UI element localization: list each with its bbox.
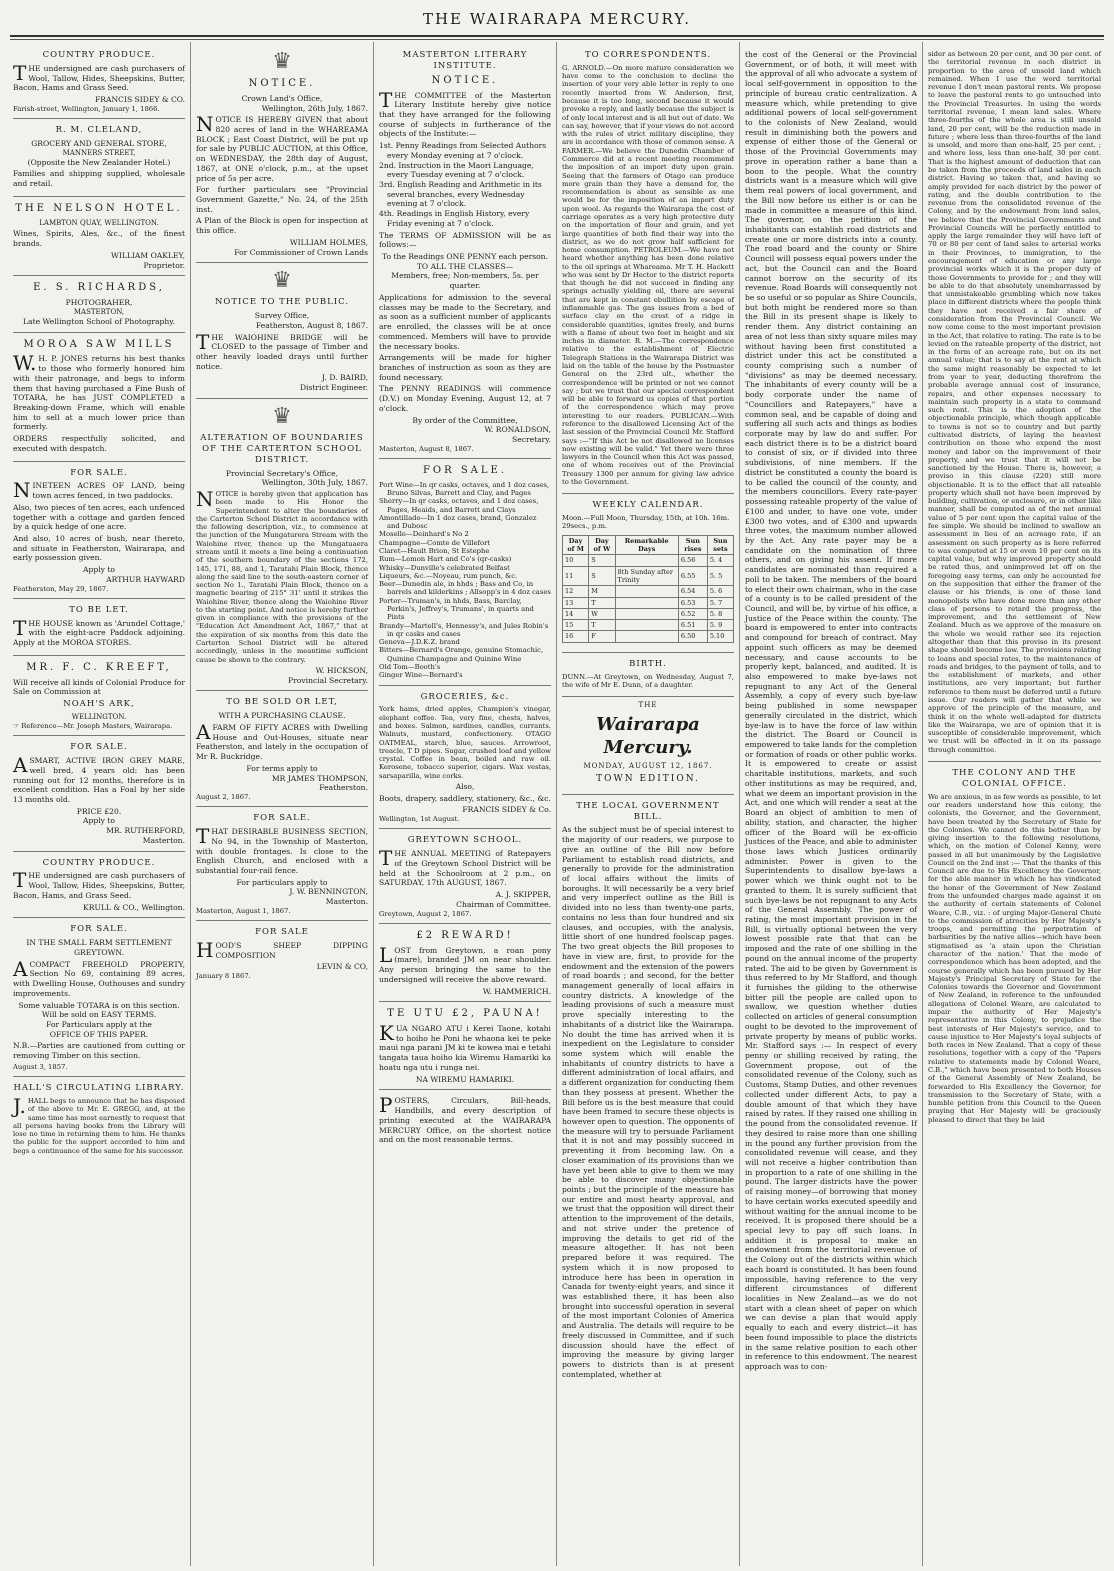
ad-nelson-hotel [13,197,185,277]
ad-signature: MR. RUTHERFORD, [106,826,185,836]
ad-terms: For terms apply to [246,763,318,773]
course-list [379,141,551,228]
list-item: Amontillado—In 1 doz cases, brand, Gonzalez and Dubosc [379,513,537,531]
notice-signature: J. D. BAIRD, [322,373,368,383]
ad-place: GREYTOWN. [73,947,124,957]
table-cell: F [589,631,615,642]
article-colony-colonial-office [928,762,1101,1131]
moon-phase: Moon.—Full Moon, Thursday, 15th, at 10h. 16m. 29secs., p.m. [562,514,730,531]
table-cell: 5.10 [707,631,733,642]
table-cell: 15 [563,620,589,631]
editorial-masthead [562,697,734,794]
ad-role: Proprietor. [143,260,185,270]
section-heading: WEEKLY CALENDAR. [592,500,704,511]
table-cell: 14 [563,608,589,619]
table-cell: 6.51 [678,620,707,631]
ad-street: MANNERS STREET, [62,148,136,157]
column-header: Day of W [589,535,615,555]
ad-heading: COUNTRY PRODUCE. [42,50,156,60]
ad-date: August 3, 1857. [13,1062,68,1071]
notice-body: THE WAIOHINE BRIDGE will be CLOSED to the passage of Timber and other heavily loaded drays until further notice. [196,329,368,371]
ad-reference-text: Reference—Mr. Joseph Masters, Wairarapa. [21,721,173,730]
ad-to-be-let [13,599,185,656]
ad-particulars: For particulars apply to [236,877,328,887]
table-cell: 10 [563,555,589,566]
notice-signature: A. J. SKIPPER, [495,890,551,900]
section-heading: TO CORRESPONDENTS. [584,50,712,60]
list-item: Claret—Hault Brion, St Estephe [379,547,490,556]
ad-groceries [379,686,551,830]
ad-reward-maori [379,1002,551,1090]
royal-crest-icon: ♛ [272,49,292,74]
article-local-government-bill-end [928,44,1101,762]
list-item: Porter—Truman's, in hhds, Bass, Barclay, Perkin's, Jeffrey's, Trumans', in quarts and Pints [379,596,534,622]
table-cell: 12 [563,586,589,597]
masthead-title: Wairarapa Mercury. [596,714,700,759]
notice-further: For further particulars see "Provincial Government Gazette," No. 24, of the 25th inst. [196,185,368,214]
table-cell: 6.52 [678,608,707,619]
table-cell [615,555,678,566]
table-cell: 5. 6 [707,586,733,597]
table-cell: 6.53 [678,597,707,608]
notice-fees: Members, free; Non-members, 5s. per quarter. [391,271,539,291]
ad-date: Wellington, 1st August. [379,815,460,824]
ad-heading: FOR SALE. [422,464,508,476]
hand-pointer-icon: ☞ [13,721,22,730]
list-item: Champagne—Comte de Villefort [379,538,491,547]
article-body: sider as between 20 per cent, and 30 per cent. of the territorial revenue in each district in proportion to the area of unsold land which remained. When I use the word territorial revenue I don't mean pastoral rents. We propose to leave the pastoral rents to go untouched into the Provincial Treasuries. In using the words territorial revenue, I mean land sales. Where three-fourths of the whole area is still unsold land, 20 per cent, will be the reduction made in future ; where less than three-fourths of the land is unsold, and more than one-half, 25 per cent. ; and where less, less than one-half, 30 per cent. That is the highest amount of deduction that can be taken from the proceeds of land sales in each district. Having so taken that, and having so amply provided for each district by the power of rating, and the double contribution to the revenue from the consolidated revenue of the Colony, and by the endowment from land sales, we believe that the Provincial Governments and Provincial Councils will be perfectly entitled to apply the large remainder they will have left of 70 or 80 per cent of land sales to arterial works in their Provinces, to immigration, to the encouragement of education or any large provincial works which it is the proper duty of those Governments to provide for ; and they will be able to do that absolutely unembarrassed by that unmistakeable grumbling which now takes place in different districts where the people think they have not received a fair share of consideration from the Provincial Council. We now come come to the most important provision in the Act, that relative to rating. The rate is to be levied on the rateable property of the district, not in the form of an acreage rate, but on its net annual value; that is to say at the rent at which the same might reasonably be expected to let from year to year, deducting therefrom the probable average annual cost of insurance, repairs, and other expenses necessary to maintain such property in a state to command such rent. This is the adoption of the objectionable principle, which though applicable to towns is not so to country and but partly cultivated districts, of laying the heaviest contribution on those who expend the most money and labor on the improvement of their property, and we trust that it will not be sanctioned by the House. There is, however, a proviso in this clause (220) still more objectionable. It is to the effect that all rateable property which shall not have been improved by building, cultivation, or enclosure, or in other like manner, shall be computed as of the net annual value of 5 per cent upon the capital value of the fee simple. We should be inclined to swallow an assessment in lieu of an acreage rate, if an assessment on such property as is here referred to was computed at 15 or even 10 per cent on its capital value, but why improved property should be rated thus, and unimproved let off on the foregoing easy terms, can only be accounted for on the supposition that either the framer of the clause or his friends, is one of those land monopolists who have done more than any other class of persons to retard the progress, the improvement, and the settlement of New Zealand. Much as we approve of the measure on the whole we would rather see its rejection altogether than that this proviso in its present shape should become law. The provisions relating to loans and special rates, to the maintenance of roads and bridges, to the payment of tolls, and to the establishment of markets, and other institutions, are very important; but further reference to them must be deferred until a future issue. Our readers will gather that while we approve of the principle of the measure, and think it on the whole well-adapted for districts like the Wairarapa, we are of opinion that it is susceptible of considerable improvement, which we trust will be effected in it on its passage through committee. [928,50,1101,754]
column-header: Remarkable Days [615,535,678,555]
section-heading: BIRTH. [629,658,667,669]
notice-role: Chairman of Committee. [456,899,551,909]
ad-ark: NOAH'S ARK, [63,699,135,710]
wine-list [379,481,551,680]
ad-cleland [13,119,185,197]
ad-location: WELLINGTON. [71,713,127,722]
notice-date: Greytown, August 2, 1867. [379,909,472,918]
notice-heading: NOTICE TO THE PUBLIC. [214,297,350,308]
article-local-government-bill-cont [745,44,917,1379]
notice-penny-readings: The PENNY READINGS will commence (D.V.) on Monday Evening, August 12, at 7 o'clock. [379,384,551,413]
ad-date: August 2, 1867. [196,792,251,801]
list-item: Liqueurs, &c.—Noyeau, rum punch, &c. [379,571,518,580]
table-row [563,608,734,619]
list-item: Geneva—J.D.K.Z. brand [379,638,460,647]
ad-body: KUA NGARO ATU i Kerei Taone, kotahi to hoiho he Poni he whaona kei te peke maui nga parani JM ki te kowea mai e tetahi tangata taua hoiho kia Wiremu Hamariki ka hoatu nga utu i runga nei. [379,1021,551,1072]
notice-heading: NOTICE. [248,78,316,89]
table-cell [615,620,678,631]
table-cell [615,608,678,619]
list-item: Bitters—Bernard's Orange, genuine Stomachic, Quinine Champagne and Quinine Wine [379,646,544,663]
ad-for-sale-mare [13,736,185,851]
ad-heading: GROCERIES, &c. [420,691,510,702]
column-1 [8,42,191,1566]
list-item: Port Wine—In qr casks, octaves, and 1 doz cases, Bruno Silvas, Barrett and Clay, and Pages [379,480,550,498]
ad-body-3: And also, 10 acres of bush, near thereto, and situate in Featherston, Wairarapa, and early possession given. [13,534,185,563]
ad-totara: Some valuable TOTARA is on this section. [18,1000,180,1010]
list-item: Brandy—Martell's, Hennessy's, and Jules Robin's in qr casks and cases [379,621,549,638]
ad-reference [13,722,185,730]
table-cell: 5. 8 [707,608,733,619]
notice-literary-institute [379,44,551,459]
column-5 [740,42,923,1566]
table-cell: S [589,555,615,566]
table-cell: 8th Sunday after Trinity [615,566,678,586]
table-cell [615,631,678,642]
ad-heading: COUNTRY PRODUCE. [42,857,156,868]
ad-location: Featherston. [319,783,368,793]
masthead: THE WAIRARAPA MERCURY. [422,10,692,28]
notice-to-public [196,263,368,399]
table-cell: M [589,586,615,597]
notice-applications: Applications for admission to the several classes may be made to the Secretary, and as soon as a sufficient number of applicants are enrolled, the classes will be at once commenced. Members will have to provide the necessary books. [379,292,551,351]
birth-notice [562,653,734,697]
ad-orders: ORDERS respectfully solicited, and executed with despatch. [13,434,185,453]
notice-plan: A Plan of the Block is open for inspection at this office. [196,216,368,236]
ad-body: J.HALL begs to announce that he has disposed of the above to Mr. E. GREGG, and, at the same time has most earnestly to request that all persons having books from the Library will lose no time in returning them to him. He thanks the public for the support accorded to him and begs a continuance of the same for his successor. [13,1094,185,1155]
ad-printing [379,1090,551,1152]
masthead-rule-thin [10,39,1104,40]
notice-signature: WILLIAM HOLMES, [289,237,368,247]
ad-body: POSTERS, Circulars, Bill-heads, Handbills, and every description of printing executed at the WAIRARAPA MERCURY Office, on the shortest notice and on the most reasonable terms. [379,1093,551,1145]
notice-date: Masterton, August 8, 1867. [379,444,474,453]
notice-arrangements: Arrangements will be made for higher branches of instruction as soon as they are found necessary. [379,353,551,382]
ad-signature: LEVIN & CO, [316,962,368,972]
notice-readings: To the Readings ONE PENNY each person. [382,252,548,262]
ad-farm-sold-or-let [196,691,368,807]
column-6 [923,42,1106,1566]
table-row [563,631,734,642]
ad-subheading: IN THE SMALL FARM SETTLEMENT [26,938,172,948]
notice-signature: W. HICKSON, [315,665,368,675]
list-item: Rum—Lemon Hart and Co's (qr-casks) [379,555,512,564]
notice-date: Wellington, 26th July, 1867. [261,103,368,113]
table-cell: 6.56 [678,555,707,566]
ad-subheading: WITH A PURCHASING CLAUSE. [218,711,346,721]
ad-signature: MR JAMES THOMPSON, [271,773,368,783]
ad-heading: FOR SALE. [70,742,128,753]
ad-for-sale-wines [379,459,551,686]
table-cell: 13 [563,597,589,608]
masthead-rule [10,35,1104,37]
ad-also: Also, [455,781,475,791]
ad-location: Masterton. [142,835,185,845]
ad-heading: FOR SALE. [253,813,311,824]
table-cell: 5. 9 [707,620,733,631]
notice-carterton-boundaries [196,399,368,691]
ad-body: HOOD'S SHEEP DIPPING COMPOSITION [196,938,368,963]
ad-address: Farish-street, Wellington, January 1, 1866. [13,104,160,113]
article-heading: THE LOCAL GOVERNMENT BILL. [576,800,720,822]
notice-terms: The TERMS OF ADMISSION will be as follows:— [379,230,551,250]
to-correspondents [562,44,734,494]
ad-date: Masterton, August 1, 1867. [196,906,291,915]
article-heading: THE COLONY AND THE COLONIAL OFFICE. [952,767,1077,789]
masthead-the: THE [638,701,658,710]
notice-role: Secretary. [512,434,551,444]
table-row [563,566,734,586]
notice-heading: ALTERATION OF BOUNDARIES OF THE CARTERTON SCHOOL DISTRICT. [200,432,364,465]
ad-body: Families and shipping supplied, wholesale and retail. [13,169,185,189]
notice-office: Crown Land's Office, [241,93,323,103]
list-item: 3rd. English Reading and Arithmetic in its several branches, every Wednesday evening at 7 o'clock. [379,180,542,209]
notice-body: NOTICE IS HEREBY GIVEN that about 820 acres of land in the WHAREAMA BLOCK ; East Coast District, will be put up for sale by PUBLIC AUCTION, at this Office, on WEDNESDAY, the 28th day of August, 1867, at ONE o'clock, p.m., at the upset price of 5s per acre. [196,112,368,183]
table-row [563,586,734,597]
list-item: Ginger Wine—Bernard's [379,671,463,680]
ad-signature: W. HAMMERICH. [482,986,551,996]
ad-body: THAT DESIRABLE BUSINESS SECTION, No 94, in the Township of Masterton, with double frontages. Is close to the English Church, and enclosed with a substantial four-rail fence. [196,824,368,875]
ad-body: THE undersigned are cash purchasers of Wool, Tallow, Hides, Sheepskins, Butter, Bacon, Hams, and Grass Seed. [13,868,185,900]
notice-signature: W. RONALDSON, [484,425,551,435]
ad-opposite: (Opposite the New Zealander Hotel.) [27,157,171,167]
table-row [563,620,734,631]
ad-office: OFFICE OF THIS PAPER. [49,1029,149,1039]
table-cell [615,586,678,597]
ad-location: LAMBTON QUAY, WELLINGTON. [39,218,159,227]
notice-order: By order of the Committee, [412,415,518,425]
column-4 [557,42,740,1566]
ad-heading: FOR SALE. [70,467,128,478]
notice-heading: MASTERTON LITERARY INSTITUTE. [402,50,528,71]
table-row [563,555,734,566]
ad-body: AFARM OF FIFTY ACRES with Dwelling House and Out-Houses, situate near Featherston, and lately in the occupation of Mr R. Buckridge. [196,719,368,762]
list-item: Moselle—Deinhard's No 2 [379,530,469,539]
ad-signature: FRANCIS SIDEY & Co. [462,805,551,815]
ad-for-sale-land [13,462,185,599]
ad-name: E. S. RICHARDS, [33,282,165,294]
list-item: 2nd. Instruction in the Maori Language, every Tuesday evening at 7 o'clock. [379,160,534,180]
ad-signature: NA WIREMU HAMARIKI. [415,1074,515,1084]
list-item: Sherry—In qr casks, octaves, and 1 doz cases, Pages, Heaids, and Barrett and Clays [379,497,539,514]
notice-body: THE COMMITTEE of the Masterton Literary Institute hereby give notice that they have arranged for the following course of subjects in furtherance of the objects of the Institute:— [379,87,551,139]
notice-office: Survey Office, [254,311,310,321]
notice-date: Wellington, 30th July, 1867. [261,478,368,488]
column-header: Sun sets [707,535,733,555]
article-body: We are anxious, in as few words as possible, to let our readers understand how this colony, the colonists, the Governor, and the Government, have been treated by the Secretary of State for the Colonies. We cannot do this better than by giving insertion to the following resolutions, which, on the motion of Colonel Kenny, were passed in all but unanimously by the Legislative Council on the 2nd inst :— That the thanks of this Council are due to His Excellency the Governor, for the able manner in which he has vindicated the honor of the Government of New Zealand from the unfounded charges made against it on the authority of certain statements of Colonel Weare, C.B., viz. : of urging Major-General Chute to the commission of atrocities by Her Majesty's troops, and permitting the perpetration of barbarities by the native allies—which have been stigmatised as 'a stain upon the Christian character of the nation.' That the mode of correspondence which has been adopted, and the course generally which has been pursued by Her Majesty's Principal Secretary of State for the Colonies towards the Governor and Government of New Zealand, in reference to the unfounded allegations of Colonel Weare, are calculated to impair the authority of Her Majesty's representative in this Colony, to prejudice the best interests of Her Majesty's service, and to cause injustice to Her Majesty's loyal subjects of both races in New Zealand. That a copy of these resolutions, together with a copy of the "Papers relative to statements made by Colonel Weare, C.B.," which have been presented to both Houses of the General Assembly of New Zealand, be forwarded to His Excellency the Governor, for transmission to the Secretary of State, with a humble petition from this Council to the Queen praying that Her Majesty will be graciously pleased to direct that they be laid [928,792,1101,1124]
article-body: As the subject must be of special interest to the majority of our readers, we purpose to give an outline of the Bill now before Parliament to establish road districts, and generally to provide for the administration of local affairs without the limits of boroughs. It will necessarily be a very brief and very imperfect outline as the Bill is divided into no less than twenty-one parts, contains no less than four hundred and six clauses, and occupies, with the analysis, little short of one hundred foolscap pages. The two great objects the Bill proposes to have in view are, first, to provide for the endowment and the extension of the powers of road boards ; and second, for the better management generally of local affairs in country districts. A knowledge of the leading provisions of such a measure must prove specially interesting to the inhabitants of a district like the Wairarapa. No doubt the time has arrived when it is inexpedient on the Legislature to consider some system which will enable the inhabitants of country districts to have a different administration of local affairs, and a different organization for conducting them than they possess at present. Whether the Bill before us is the best measure that could have been framed to secure these objects is however open to question. The opponents of the measure will try to persuade Parliament that it is not and may possibly succeed in preventing it from becoming law. On a closer examination of its provisions than we have yet been able to give to them we may be able to discover many objectionable points ; but the principle of the measure has our entire and most hearty approval, and we trust that the opposition will direct their attention to the improvement of the details, and not strive under the pretence of improving the details to get rid of the measure altogether. It has not been prepared before it was required. The system which it is now proposed to introduce here has been in operation in Canada for twenty-eight years, and since it was established there, it has been also brought into successful operation in several of the most important Colonies of America and Australia. The details will require to be freely discussed in Committee, and if such discussion should have the effect of improving the measure by giving larger powers to districts than is at present contemplated, whether at [562,825,734,1379]
table-cell: T [589,620,615,631]
ad-signature: ARTHUR HAYWARD [106,574,185,584]
ad-heading: £2 REWARD! [416,929,514,941]
notice-body: NOTICE is hereby given that application has been made to His Honor the Superintendent to alter the boundaries of the Carterton School District in accordance with the following description, viz., to commence at the junction of the Mungaturera Stream with the Waiohine river, thence up the Mungatuaera stream until it meets a line being a continuation of the southern boundary of the sections 172, 145, 171, 88, and 1, Taratahi Plain Block, thence along the said line to the south-eastern corner of section No 1., Taratahi Plain Block, thence on a magnetic bearing of 215° 31' until it strikes the Waiohine River, thence along the Waiohine River to the starting point. And notice is hereby further given in compliance with the provisions of the "Education Act Amendment Act, 1867," that at the expiration of six months from this date the Carterton School District will be altered accordingly, unless in the meantime sufficient cause be shown to the contrary. [196,486,368,664]
ad-late: Late Wellington School of Photography. [23,316,175,326]
ad-kreeft [13,656,185,736]
table-cell: 6.55 [678,566,707,586]
ad-body: THE undersigned are cash purchasers of Wool, Tallow, Hides, Sheepskins, Butter, Bacon, Hams and Grass Seed. [13,60,185,93]
weekly-calendar [562,494,734,653]
list-item: Whisky—Dunville's celebrated Belfast [379,563,510,572]
table-cell: 5. 7 [707,597,733,608]
notice-role: For Commissioner of Crown Lands [234,247,368,257]
table-cell: 5. 4 [707,555,733,566]
ad-body: Wines, Spirits, Ales, &c., of the finest brands. [13,229,185,249]
table-cell [615,597,678,608]
ad-nb: N.B.—Parties are cautioned from cutting or removing Timber on this section. [13,1041,185,1061]
list-item: Old Tom—Booth's [379,662,441,671]
ad-richards-photographer [13,276,185,332]
ad-body: W.H. P. JONES returns his best thanks to those who formerly honored him with their patronage, and begs to inform them that having purchased a Fine Bush of TOTARA, he has JUST COMPLETED a Breaking-down Frame, which will enable him to sell at a much lower price than formerly. [13,351,185,432]
article-local-government-bill [562,795,734,1387]
edition-label: TOWN EDITION. [596,774,700,785]
column-header: Day of M [563,535,589,555]
ad-apply: Apply to [83,816,115,826]
ad-heading: FOR SALE [255,927,309,938]
ad-body: ASMART, ACTIVE IRON GREY MARE, well bred, 4 years old: has been running out for 12 months, therefore is in excellent condition. Has a Foal by her side 13 months old. [13,753,185,804]
ad-apply: Apply to [83,565,115,575]
notice-body: THE ANNUAL MEETING of Ratepayers of the Greytown School District will be held at the Schoolroom at 2 p.m., on SATURDAY, 17th AUGUST, 1867. [379,846,551,888]
ad-signature: KRULL & CO., Wellington. [83,902,185,912]
column-header: Sun rises [678,535,707,555]
ad-location: MASTERTON, [73,307,125,316]
ad-body: ACOMPACT FREEHOLD PROPERTY, Section No 69, containing 89 acres, with Dwelling House, Outhouses and sundry improvements. [13,956,185,998]
notice-date: Featherston, August 8, 1867. [255,320,368,330]
ad-signature: J. W. BENNINGTON, [289,887,368,897]
list-item: Beer—Dunedin ale, in hhds ; Bass and Co, in barrels and kilderkins ; Allsopp's in 4 doz cases [379,580,551,597]
column-3 [374,42,557,1566]
ad-body: Will receive all kinds of Colonial Produce for Sale on Commission at [13,677,185,697]
ad-name: R. M. CLELAND, [55,125,143,136]
list-item: 4th. Readings in English History, every Friday evening at 7 o'clock. [379,209,530,228]
ad-name: MR. F. C. KREEFT, [26,661,172,673]
ad-country-produce-sidey [13,44,185,119]
ad-sheep-dipping [196,921,368,985]
ad-boots: Boots, drapery, saddlery, stationery, &c., &c. [379,793,551,803]
table-cell: W [589,608,615,619]
column-2 [191,42,374,1566]
ad-business-section [196,807,368,921]
royal-crest-icon: ♛ [272,403,292,429]
ad-for-sale-greytown [13,918,185,1077]
ad-body: NINETEEN ACRES OF LAND, being town acres fenced, in two paddocks. [13,478,185,503]
ad-heading: TE UTU £2, PAUNA! [387,1008,543,1020]
notice-role: Provincial Secretary. [288,675,368,685]
table-cell: 6.50 [678,631,707,642]
notice-office: Provincial Secretary's Office, [225,468,339,478]
ad-body-2: Also, two pieces of ten acres, each unfenced together with a cottage and garden fenced by a quick hedge of one acre. [13,502,185,532]
ad-terms: Will be sold on EASY TERMS. [41,1010,157,1020]
table-cell: S [589,566,615,586]
ad-date: Featherston, May 29, 1867. [13,584,109,593]
ad-title: GROCERY AND GENERAL STORE, [31,138,167,148]
table-cell: 11 [563,566,589,586]
ad-price: PRICE £20. [76,806,122,816]
ad-heading: MOROA SAW MILLS [23,338,175,350]
ad-title: PHOTOGRAHER, [65,298,133,308]
table-cell: 16 [563,631,589,642]
ad-date: January 8 1867. [196,972,251,981]
ad-heading: FOR SALE. [70,924,128,935]
notice-classes: TO ALL THE CLASSES— [416,261,514,271]
issue-date: MONDAY, AUGUST 12, 1867. [583,762,713,771]
calendar-table [562,535,734,643]
table-cell: 6.54 [678,586,707,597]
ad-moroa-saw-mills [13,333,185,462]
section-body: DUNN.—At Greytown, on Wednesday, August 7, the wife of Mr E. Dunn, of a daughter. [562,672,734,689]
ad-body: LOST from Greytown, a roan pony (mare), branded JM on near shoulder. Any person bringing the same to the undersigned will receive the above reward. [379,942,551,984]
table-row [563,597,734,608]
ad-heading: HALL'S CIRCULATING LIBRARY. [13,1083,185,1094]
columns [8,42,1106,1566]
ad-heading: TO BE SOLD OR LET, [226,697,338,708]
ad-location: Masterton. [325,897,368,907]
ad-heading: THE NELSON HOTEL. [15,202,183,214]
table-header-row [563,535,734,555]
list-item: 1st. Penny Readings from Selected Authors every Monday evening at 7 o'clock. [379,141,547,160]
ad-country-produce-krull [13,852,185,919]
section-body: G. ARNOLD.—On more mature consideration we have come to the conclusion to decline the insertion of your very able letter in reply to one recently inserted from W. Anderson, first, because it is too long, second because it would provoke a reply, and lastly because the subject is of only local interest and is all but out of date. We can say, however, that if your views do not accord with the rules of strict military discipline, they are in accordance with those of common sense. A FARMER.—We believe the Dunedin Chamber of Commerce did at a recent meeting recommend the imposition of an import duty upon grain. Seeing that the farmers of Otago can produce more grain than they have a demand for, the recommendation is about as sensible as one would be for the imposition of an import duty upon wool. As regards the Wairarapa the cost of carriage operates as a very high protective duty on the importation of flour and grain, and yet large quantities of both find their way into the district, as we do not grow half sufficient for home consumption. PETROLEUM.—We have not heard whether anything has been done relative to the oil springs at Whareama. Mr T. H. Hackett who was sent by Dr Hector to the district reports that though he did not succeed in finding any springs actually yielding oil, there are several that are kept in constant ebullition by escape of inflammable gas. The gas issues from a bed of surface clay on the crest of a ridge in considerable quantities, ignites freely, and burns with a flame of about two feet in height and six inches in diameter. R. M.—The correspondence relative to the establishment of Electric Telegraph Stations in the Wairarapa District was laid on the table of the house by the Postmaster General on the 23rd ult., whether the correspondence will be printed or not we cannot say ; but we trust that our special correspondent will be able to forward us copies of that portion of the correspondence which may prove interesting to our readers. PUBLICAN.—With reference to the disallowed Licensing Act of the last session of the Provincial Council Mr. Stafford says :—"If this Act be not disallowed no licenses now existing will be valid." Yet there were three lawyers in the Council when this Act was passed, one of whom receives out of the Provincial Treasury 1300 per annum for giving law advice to the Government. [562,63,734,486]
table-cell: 5. 5 [707,566,733,586]
notice-subheading: NOTICE. [431,74,499,86]
ad-signature: WILLIAM OAKLEY, [111,250,185,260]
notice-role: District Engineer. [299,383,368,393]
ad-body: THE HOUSE known as 'Arundel Cottage,' with the eight-acre Paddock adjoining. Apply at the MOROA STORES. [13,615,185,648]
notice-whareama-block [196,44,368,263]
ad-halls-library [13,1077,185,1162]
notice-greytown-school [379,829,551,923]
table-cell: T [589,597,615,608]
ad-heading: TO BE LET. [69,604,129,615]
ad-reward [379,924,551,1002]
notice-heading: GREYTOWN SCHOOL. [407,835,523,846]
royal-crest-icon: ♛ [272,268,292,294]
ad-signature: FRANCIS SIDEY & CO. [95,95,185,105]
ad-body: York hams, dried apples, Champion's vinegar, elephant coffee. Tea, very fine, chests, halves, and boxes. Salmon, sardines, candles, currants. Walnuts, mustard, confectionery. OTAGO OATMEAL, starch, blue, sauces. Arrowroot, treacle, T D pipes. Sugar, crushed loaf and yellow crystal. Coffee in bean, boiled and raw oil. Kerosene, tobacco superior, cigars. Wax vestas, sarsaparilla, wine corks. [379,705,551,780]
article-body: the cost of the General or the Provincial Government, or of both, it will meet with the approval of all who advocate a system of local self-government in opposition to the principle of bureau cratic centralization. A measure which, while pretending to give additional powers of local self-government to the colonists of New Zealand, would result in diminishing both the powers and expense of either those of the General or those of the Provincial Governments may prove in operation rather a bane than a boon to the people. What the country districts want is a measure which will give them real powers of local government, and the Bill now before us either is or can be made in committee a measure of this kind. The governor, on the petition of the inhabitants can establish road districts and create one or more districts into a county. The road board and the county or Shire Council will possess equal powers under the act, but the Council can and the Board cannot borrow on the security of its revenue. Road Boards will consequently not be so useful or so popular as Shire Councils, but both might be rendered more so than the Bill in its present shape is likely to render them. Any district containing an area of not less than sixty square miles may without having been first constituted a district under this act be constituted a county comprising such a number of "divisions" as may be deemed necessary. The inhabitants of every county will be a body corporate under the name of "Councillors and Ratepayers," have a common seal, and be capable of doing and suffering all such acts and things as bodies corporate may by law do and suffer. For each district there is to be a district board to consist of six, or if divided into three subdivisions, of nine members. If the district be constituted a county the board is to be called the council of the county, and the members councillors. Every rate-payer possessing rateable property of the value of £100 and under, to have one vote, under £300 two votes, and of £300 and upwards three votes, the maximum number allowed by the Act. Any rate payer may be a candidate on the nomination of three others, and on giving his assent. If more candidates are nominated than required a poll to be taken. The members of the board to elect their own chairman, who in the case of a county is to be called president of the Council, and will be, by virtue of his office, a Justice of the Peace within the county. The board is empowered to enter into contracts and compound for breach of contract. May appoint such officers as may be deemed necessary, and cause accounts to be properly kept, balanced, and audited. It is also empowered to make bye-laws not repugnant to any Act of the General Assembly, a copy of every such bye-law being published in some newspaper generally circulated in the district, which bye-law is to have the force of law within the district. The Board or Council is empowered to take lands for the completion or formation of roads or other public works. It is empowered to create or assist charitable institutions, markets, and such other institutions as may be required, and, what we deem an important provision in the Act, and one which will render a seat at the Board an object of ambition to men of ability, station, and character, the higher officer of the Board will be ex-officio Justices of the Peace, and able to administer those laws which Justices ordinarily administer. Power is given to the Superintendents to disallow bye-laws a power which we think ought not to be granted to them. It is surely sufficient that such bye-laws be not repugnant to any Acts of the General Assembly. The power of rating, the most important provision in the Bill, is virtually optional between the very lowest possible rate that that can be imposed and the rate of one shilling in the pound on the annual income of the property rated. The aid to be given by Government is thus referred to by Mr Stafford, and though it furnishes the gilding to the otherwise bitter pill the people are called upon to swallow, we question whether duties collected on articles of general consumption ought to be devoted to the improvement of private property by means of public works. Mr. Stafford says :— In respect of every penny or shilling received by rating, the Government propose, out of the consolidated revenue of the Colony, such as Customs, Stamp Duties, and other revenues collected under different Acts, to pay a double amount of that which they have raised by rates. If they raised one shilling in the pound from the consolidated revenue. If they desired to raise more than one shilling in the pound any further provision from the consolidated revenue will cease, and they will not receive a higher contribution than in proportion to a rate of one shilling in the pound. The larger districts have the power of raising money—of borrowing that money to have certain works executed speedily and without waiting for the annual income to be received. It is proposed there should be a special levy to pay off such loans. In addition it is proposal to make an endowment from the territorial revenue of the Colony out of the districts within which each board is constituted. It has been found impossible, having reference to the very different circumstances of different localities in New Zealand—as we do not start with a clean sheet of paper on which we can devise a plan that would apply equally to each and every district—it has been found impossible to place the districts in the same relative position to each other in reference to this endowment. The nearest approach was to con- [745,50,917,1372]
ad-particulars: For Particulars apply at the [46,1019,152,1029]
